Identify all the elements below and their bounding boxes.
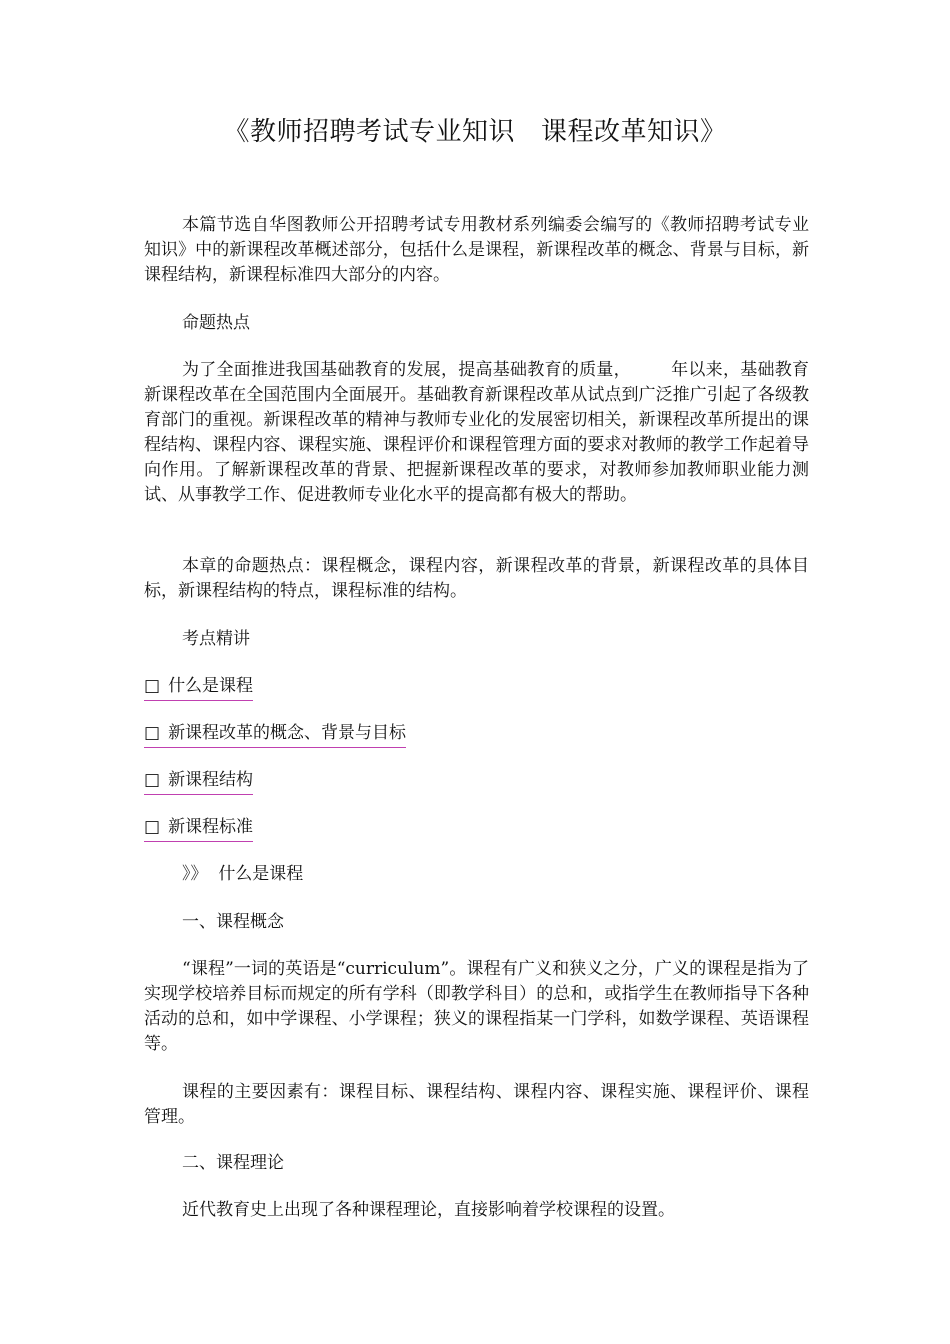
hot-heading: 命题热点	[182, 313, 250, 333]
subheading-concept: 一、课程概念	[182, 912, 284, 932]
toc-link-label: 新课程标准	[168, 817, 254, 837]
toc-link-curriculum-structure[interactable]	[144, 768, 253, 795]
chapter-hot-paragraph: 本章的命题热点：课程概念，课程内容，新课程改革的背景，新课程改革的具体目标，新课程结构的特点，课程标准的结构。	[144, 556, 809, 601]
section-title: 什么是课程	[218, 864, 304, 884]
section-marker: 》》	[182, 864, 208, 884]
subheading-theory: 二、课程理论	[182, 1153, 284, 1173]
hot-paragraph-after: 年以来，基础教育新课程改革在全国范围内全面展开。基础教育新课程改革从试点到广泛推广引起了各级教育部门的重视。新课程改革的精神与教师专业化的发展密切相关，新课程改革所提出的课程结构、课程内容、课程实施、课程评价和课程管理方面的要求对教师的教学工作起着导向作用。了解新课程改革的背景、把握新课程改革的要求，对教师参加教师职业能力测试、从事教学工作、促进教师专业化水平的提高都有极大的帮助。	[144, 360, 810, 505]
points-heading: 考点精讲	[182, 629, 250, 649]
checkbox-icon: □	[144, 723, 161, 743]
checkbox-icon: □	[144, 817, 161, 837]
toc-link-label: 什么是课程	[168, 676, 254, 696]
toc-link-curriculum-standard[interactable]	[144, 815, 253, 842]
intro-paragraph: 本篇节选自华图教师公开招聘考试专用教材系列编委会编写的《教师招聘考试专业知识》中的新课程改革概述部分，包括什么是课程，新课程改革的概念、背景与目标，新课程结构，新课程标准四大部分的内容。	[144, 215, 809, 285]
toc-link-label: 新课程改革的概念、背景与目标	[168, 723, 407, 743]
hot-paragraph	[144, 358, 809, 508]
checkbox-icon: □	[144, 676, 161, 696]
title-part-1: 《教师招聘考试专业知识	[223, 117, 515, 147]
title-part-2: 课程改革知识》	[541, 117, 727, 147]
theory-paragraph: 近代教育史上出现了各种课程理论，直接影响着学校课程的设置。	[182, 1200, 675, 1220]
checkbox-icon: □	[144, 770, 161, 790]
hot-paragraph-before: 为了全面推进我国基础教育的发展，提高基础教育的质量，	[182, 360, 631, 380]
document-title	[0, 112, 950, 152]
section-heading	[182, 862, 303, 887]
elements-paragraph: 课程的主要因素有：课程目标、课程结构、课程内容、课程实施、课程评价、课程管理。	[144, 1082, 809, 1127]
toc-link-what-is-curriculum[interactable]	[144, 674, 253, 701]
toc-link-label: 新课程结构	[168, 770, 254, 790]
toc-link-reform-concept[interactable]	[144, 721, 406, 748]
concept-paragraph: “课程”一词的英语是“curriculum”。课程有广义和狭义之分，广义的课程是指为了实现学校培养目标而规定的所有学科（即教学科目）的总和，或指学生在教师指导下各种活动的总和，如中学课程、小学课程；狭义的课程指某一门学科，如数学课程、英语课程等。	[144, 959, 809, 1054]
